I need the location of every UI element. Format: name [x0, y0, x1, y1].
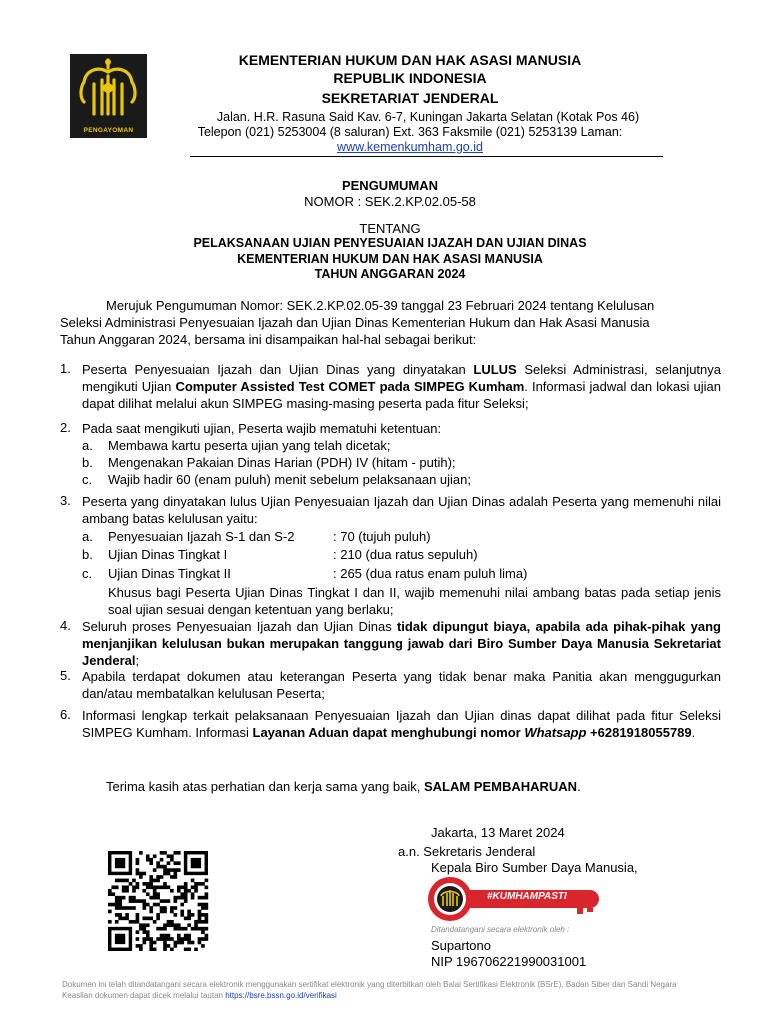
item-5-text: Apabila terdapat dokumen atau keterangan Peserta yang tidak benar maka Panitia akan menggugurkan dan/atau membatalkan kelulusan Peserta; — [82, 669, 721, 701]
sign-an: a.n. Sekretaris Jenderal — [398, 844, 536, 859]
closing-text: Terima kasih atas perhatian dan kerja sama yang baik, — [106, 779, 424, 794]
verification-qr-code[interactable] — [106, 851, 210, 951]
subject-line-1: PELAKSANAAN UJIAN PENYESUAIAN IJAZAH DAN UJIAN DINAS — [193, 236, 587, 250]
ministry-name: KEMENTERIAN HUKUM DAN HAK ASASI MANUSIA — [238, 52, 582, 68]
office-phone: Telepon (021) 5253004 (8 saluran) Ext. 363 Faksmile (021) 5253139 Laman: — [197, 125, 623, 139]
header-divider — [190, 156, 663, 157]
sub-key: b. — [82, 547, 93, 562]
logo-caption: PENGAYOMAN — [83, 127, 134, 134]
verification-link[interactable]: https://bsre.bssn.go.id/verifikasi — [225, 991, 337, 1000]
item-3-note: Khusus bagi Peserta Ujian Dinas Tingkat I dan II, wajib memenuhi nilai ambang batas pada setiap jenis soal ujian sesuai dengan ketentuan yang berlaku; — [108, 585, 721, 617]
item-6-end: . — [691, 725, 696, 740]
sub-value: : 70 (tujuh puluh) — [333, 529, 431, 544]
sub-text: Mengenakan Pakaian Dinas Harian (PDH) IV (hitam - putih); — [108, 455, 456, 470]
pengayoman-emblem-icon — [70, 54, 147, 124]
intro-line-1: Merujuk Pengumuman Nomor: SEK.2.KP.02.05-39 tanggal 23 Februari 2024 tentang Kelulusan — [106, 298, 655, 313]
signer-name: Supartono — [431, 938, 491, 953]
intro-paragraph — [60, 297, 721, 348]
qr-code-icon — [106, 851, 210, 951]
footer-line-1: Dokumen ini telah ditandatangani secara elektronik menggunakan sertifikat elektronik yang diterbitkan oleh Balai Sertifikasi Elektronik (BSrE), Badan Siber dan Sandi Negara — [62, 980, 677, 989]
closing-motto: SALAM PEMBAHARUAN — [423, 779, 578, 794]
item-4-text: Seluruh proses Penyesuaian Ijazah dan Ujian Dinas — [82, 619, 397, 634]
sub-key: c. — [82, 472, 93, 487]
about-label: TENTANG — [359, 221, 421, 236]
item-2-text: Pada saat mengikuti ujian, Peserta wajib mematuhi ketentuan: — [82, 421, 442, 436]
item-6-phone[interactable]: +6281918055789 — [586, 725, 692, 740]
sub-text: Membawa kartu peserta ujian yang telah dicetak; — [108, 438, 391, 453]
item-number: 6. — [60, 707, 71, 722]
item-1-bold-lulus: LULUS — [473, 362, 517, 377]
item-4-bold: tidak dipungut biaya, apabila ada pihak-pihak yang menjanjikan kelulusan bukan merupakan tanggung jawab dari Biro Sumber Daya Manusia Sekretariat Jenderal — [82, 619, 721, 668]
item-number: 4. — [60, 618, 71, 633]
footer-line-2 — [62, 990, 337, 1001]
footer-text: Keaslian dokumen dapat dicek melalui tautan — [62, 991, 226, 1000]
country-name: REPUBLIK INDONESIA — [333, 70, 487, 86]
sub-key: c. — [82, 566, 93, 581]
announcement-heading: PENGUMUMAN — [341, 178, 439, 193]
item-number: 1. — [60, 361, 71, 376]
office-name: SEKRETARIAT JENDERAL — [321, 90, 499, 106]
sub-key: a. — [82, 529, 93, 544]
sub-text: Wajib hadir 60 (enam puluh) menit sebelum pelaksanaan ujian; — [108, 472, 472, 487]
item-number: 5. — [60, 668, 71, 683]
item-1-text: Peserta Penyesuaian Ijazah dan Ujian Dinas yang dinyatakan — [82, 362, 474, 377]
kumhampasti-stamp — [427, 876, 602, 922]
item-6-bold: Layanan Aduan dapat menghubungi nomor — [252, 725, 525, 740]
item-6 — [82, 707, 721, 741]
item-6-whatsapp: Whatsapp — [524, 725, 587, 740]
announcement-number: NOMOR : SEK.2.KP.02.05-58 — [304, 194, 476, 209]
item-1-text-3: . Informasi jadwal dan lokasi ujian dapat dilihat melalui akun SIMPEG masing-masing peserta pada fitur Seleksi; — [82, 379, 721, 411]
item-number: 2. — [60, 420, 71, 435]
item-1-text-2: Seleksi Administrasi, selanjutnya mengikuti Ujian — [82, 362, 721, 394]
item-number: 3. — [60, 493, 71, 508]
sub-key: b. — [82, 455, 93, 470]
item-1 — [82, 361, 721, 412]
sign-position: Kepala Biro Sumber Daya Manusia, — [431, 860, 638, 875]
stamp-hashtag: #KUMHAMPASTI — [487, 891, 567, 902]
item-6-text: Informasi lengkap terkait pelaksanaan Penyesuaian Ijazah dan Ujian dinas dapat dilihat pada fitur Seleksi SIMPEG Kumham. Informasi — [82, 708, 721, 740]
intro-line-2: Seleksi Administrasi Penyesuaian Ijazah dan Ujian Dinas Kementerian Hukum dan Hak Asasi Manusia — [60, 315, 650, 330]
closing-end: . — [577, 779, 581, 794]
sub-text: Ujian Dinas Tingkat I — [108, 547, 228, 562]
letterhead — [150, 51, 670, 155]
ministry-logo — [70, 54, 147, 138]
e-sign-note: Ditandatangani secara elektronik oleh : — [431, 925, 570, 934]
item-1-bold-cat: Computer Assisted Test COMET pada SIMPEG Kumham — [175, 379, 525, 394]
sub-value: : 210 (dua ratus sepuluh) — [333, 547, 478, 562]
sub-key: a. — [82, 438, 93, 453]
sub-text: Penyesuaian Ijazah S-1 dan S-2 — [108, 529, 295, 544]
office-address: Jalan. H.R. Rasuna Said Kav. 6-7, Kuningan Jakarta Selatan (Kotak Pos 46) — [216, 110, 640, 124]
sign-place-date: Jakarta, 13 Maret 2024 — [431, 825, 565, 840]
subject-line-2: KEMENTERIAN HUKUM DAN HAK ASASI MANUSIA — [237, 252, 543, 266]
sub-text: Ujian Dinas Tingkat II — [108, 566, 231, 581]
website-link[interactable]: www.kemenkumham.go.id — [337, 140, 483, 154]
signer-nip: NIP 196706221990031001 — [431, 954, 587, 969]
sub-value: : 265 (dua ratus enam puluh lima) — [333, 566, 528, 581]
item-3-text: Peserta yang dinyatakan lulus Ujian Penyesuaian Ijazah dan Ujian Dinas adalah Peserta yang memenuhi nilai ambang batas kelulusan yaitu: — [82, 494, 721, 526]
subject-line-3: TAHUN ANGGARAN 2024 — [314, 267, 466, 281]
item-4-end: ; — [135, 653, 140, 668]
closing-line — [106, 779, 581, 794]
item-4 — [82, 618, 721, 669]
intro-line-3: Tahun Anggaran 2024, bersama ini disampaikan hal-hal sebagai berikut: — [60, 332, 477, 347]
